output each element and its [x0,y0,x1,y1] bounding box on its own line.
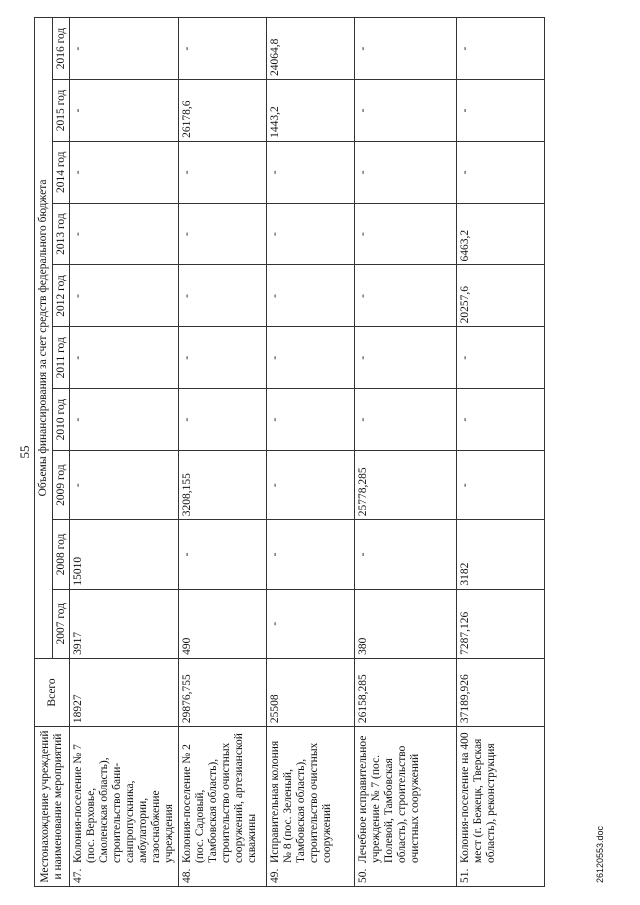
value-cell: 15010 [70,520,179,589]
value-cell: 7287,126 [457,589,545,658]
table-row [355,18,457,887]
value-cell: - [457,141,545,203]
value-cell: - [179,203,267,265]
value-cell: - [267,520,355,589]
header-year: 2015 год [53,80,70,142]
value-cell: - [267,389,355,451]
value-cell: 3182 [457,520,545,589]
row-name-cell [179,727,267,887]
value-cell: - [355,80,457,142]
value-cell: - [179,327,267,389]
value-cell: - [179,141,267,203]
value-cell: 3208,155 [179,450,267,519]
value-cell: - [70,389,179,451]
value-cell: - [267,589,355,658]
row-name-cell [70,727,179,887]
row-total: 37189,926 [457,658,545,726]
header-total: Всего [35,658,70,726]
value-cell: - [267,327,355,389]
value-cell: - [70,141,179,203]
value-cell: 25778,285 [355,450,457,519]
header-year: 2007 год [53,589,70,658]
value-cell: - [355,18,457,80]
header-financing: Объемы финансирования за счет средств федерального бюджета [35,18,53,659]
table-row [70,18,179,887]
value-cell: - [457,327,545,389]
row-number: 50. [357,868,369,883]
value-cell: 24064,8 [267,18,355,80]
value-cell: - [70,327,179,389]
value-cell: - [179,520,267,589]
value-cell: - [457,18,545,80]
value-cell: - [355,389,457,451]
row-number: 51. [459,868,471,883]
row-name: Лечебное исправительное учреждение № 7 (пос. Полевой, Тамбовская область), строительство очистных сооружений [357,735,421,863]
document-footer: 26120553.doc [595,825,605,883]
row-name-cell [267,727,355,887]
row-total: 18927 [70,658,179,726]
value-cell: 490 [179,589,267,658]
value-cell: - [70,265,179,327]
value-cell: 380 [355,589,457,658]
value-cell: - [179,389,267,451]
header-year: 2010 год [53,389,70,451]
value-cell: - [267,141,355,203]
value-cell: - [355,327,457,389]
row-total: 26158,285 [355,658,457,726]
row-name-cell [355,727,457,887]
value-cell: - [179,265,267,327]
row-number: 49. [269,868,281,883]
value-cell: - [355,520,457,589]
value-cell: - [70,80,179,142]
header-year: 2016 год [53,18,70,80]
value-cell: - [457,450,545,519]
header-place: Местонахождение учреждений и наименование мероприятий [35,727,70,887]
value-cell: - [267,203,355,265]
value-cell: - [70,18,179,80]
value-cell: - [355,265,457,327]
table-row [457,18,545,887]
header-year: 2008 год [53,520,70,589]
value-cell: - [70,450,179,519]
header-year: 2013 год [53,203,70,265]
rotated-page [17,17,620,887]
row-name: Колония-поселение № 7 (пос. Верховье, Смоленская область), строительство бани-санпропускника, амбулатории, газоснабжение учреждения [72,744,175,863]
value-cell: 6463,2 [457,203,545,265]
row-total: 29876,755 [179,658,267,726]
row-name: Колония-поселение № 2 (пос. Садовый, Тамбовская область), строительство очистных сооружений, артезианской скважины [181,733,258,863]
header-year: 2014 год [53,141,70,203]
table-row [179,18,267,887]
value-cell: - [267,265,355,327]
header-year: 2012 год [53,265,70,327]
value-cell: - [267,450,355,519]
value-cell: - [70,203,179,265]
row-name: Исправительная колония № 8 (пос. Зеленый, Тамбовская область), строительство очистных сооружений [269,740,333,863]
row-number: 47. [72,868,84,883]
row-total: 25508 [267,658,355,726]
header-year: 2009 год [53,450,70,519]
value-cell: 3917 [70,589,179,658]
value-cell: - [457,80,545,142]
value-cell: - [355,203,457,265]
value-cell: - [457,389,545,451]
financing-table [34,17,545,887]
value-cell: 20257,6 [457,265,545,327]
value-cell: 26178,6 [179,80,267,142]
row-name-cell [457,727,545,887]
header-year: 2011 год [53,327,70,389]
row-name: Колония-поселение на 400 мест (г. Бежецк, Тверская область), реконструкция [459,732,497,863]
value-cell: 1443,2 [267,80,355,142]
page-number: 55 [17,445,32,459]
table-row [267,18,355,887]
value-cell: - [355,141,457,203]
value-cell: - [179,18,267,80]
row-number: 48. [181,868,193,883]
